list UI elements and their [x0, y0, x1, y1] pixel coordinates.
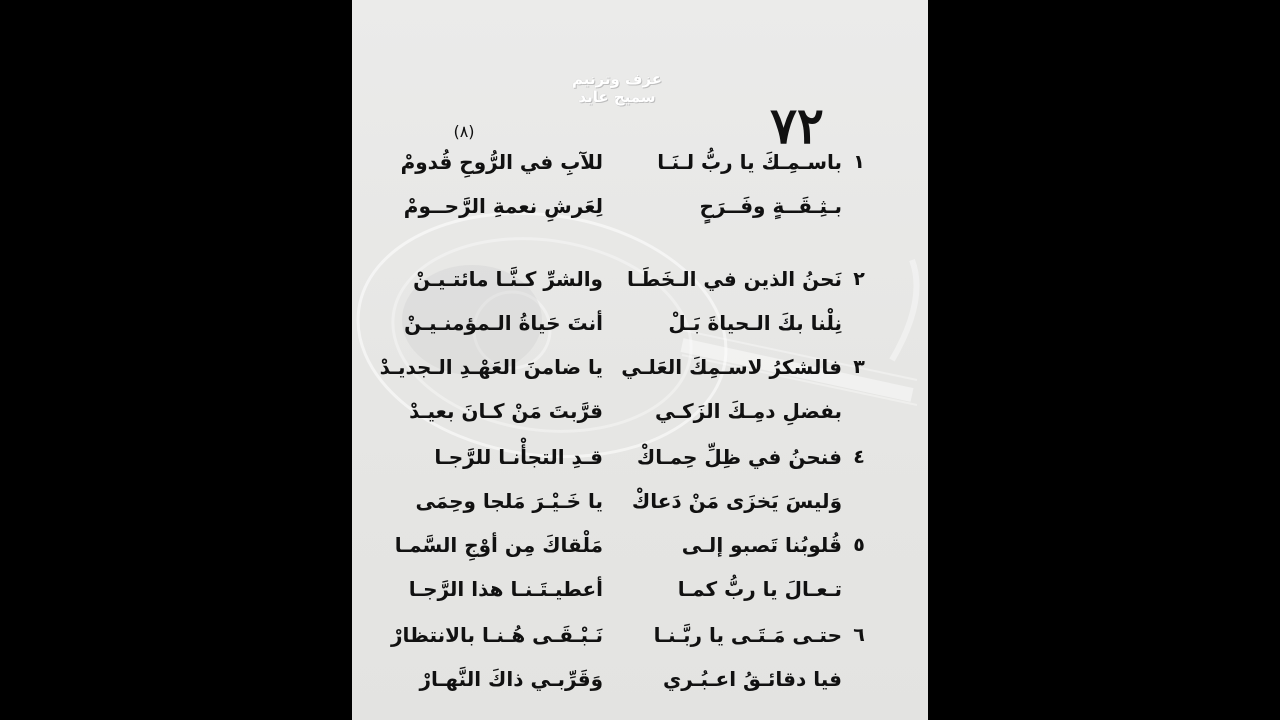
verse-line: قـدِ التجأْنـا للرَّجـا	[434, 445, 603, 469]
stanza-2	[352, 262, 928, 342]
hymn-sheet	[352, 0, 928, 720]
verse-line: يا ضامنَ العَهْـدِ الـجديـدْ	[379, 355, 603, 379]
verse-line: بـثِـقَــةٍ وفَــرَحٍ	[699, 194, 842, 218]
stanza-number: ٢	[853, 268, 865, 290]
verse-line: أنتَ حَياةُ الـمؤمنـيـنْ	[404, 311, 603, 335]
stanza-number: ٣	[853, 356, 865, 378]
verse-line: قُلوبُنا تَصبو إلـى	[681, 533, 842, 557]
verse-line: والشرِّ كـنَّـا مائتـيـنْ	[413, 267, 603, 291]
verse-line: بفضلِ دمِـكَ الزَكـي	[654, 399, 842, 423]
verse-line: أعطيـتَـنـا هذا الرَّجـا	[408, 577, 603, 601]
verse-line: نِلْنا بكَ الـحياةَ بَـلْ	[668, 311, 842, 335]
verse-line: تـعـالَ يا ربُّ كمـا	[677, 577, 842, 601]
verse-line: مَلْقاكَ مِن أوْجِ السَّمـا	[394, 533, 603, 557]
verse-line: يا خَـيْـرَ مَلجا وحِمَى	[415, 489, 603, 513]
stanza-number: ٥	[853, 534, 865, 556]
verse-line: فالشكرُ لاسـمِكَ العَلـي	[621, 355, 842, 379]
verse-line: فنحنُ في ظِلِّ حِمـاكْ	[636, 445, 842, 469]
verse-line: نَحنُ الذين في الـخَطَـا	[626, 267, 842, 291]
verse-line: وَليسَ يَخزَى مَنْ دَعاكْ	[631, 489, 842, 513]
verse-line: فيا دقائـقُ اعـبُـري	[662, 667, 842, 691]
credit-line-1: عزف وترنيم	[571, 70, 663, 88]
stanza-4	[352, 440, 928, 520]
hymn-number: ٧٢	[770, 96, 824, 155]
stanza-number: ١	[853, 151, 865, 173]
performer-credit	[532, 70, 702, 106]
credit-line-2: سميح عايد	[578, 88, 656, 106]
verse-line: قرَّبتَ مَنْ كـانَ بعيـدْ	[409, 399, 603, 423]
tune-number: (٨)	[453, 122, 475, 141]
stanza-number: ٦	[853, 624, 865, 646]
verse-line: حتـى مَـتَـى يا ربَّـنـا	[653, 623, 842, 647]
verse-line: للآبِ في الرُّوحِ قُدومْ	[400, 150, 603, 174]
stanza-5	[352, 528, 928, 608]
verse-line: لِعَرشِ نعمةِ الرَّحــومْ	[403, 194, 603, 218]
verse-line: وَقَرِّبـي ذاكَ النَّهـارْ	[419, 667, 603, 691]
stanza-6	[352, 618, 928, 698]
stanza-number: ٤	[853, 446, 865, 468]
stanza-3	[352, 350, 928, 430]
verse-line: باسـمِـكَ يا ربُّ لـنَـا	[657, 150, 842, 174]
verse-line: نَـبْـقَـى هُـنـا بالانتظارْ	[390, 623, 603, 647]
stanza-1	[352, 145, 928, 225]
